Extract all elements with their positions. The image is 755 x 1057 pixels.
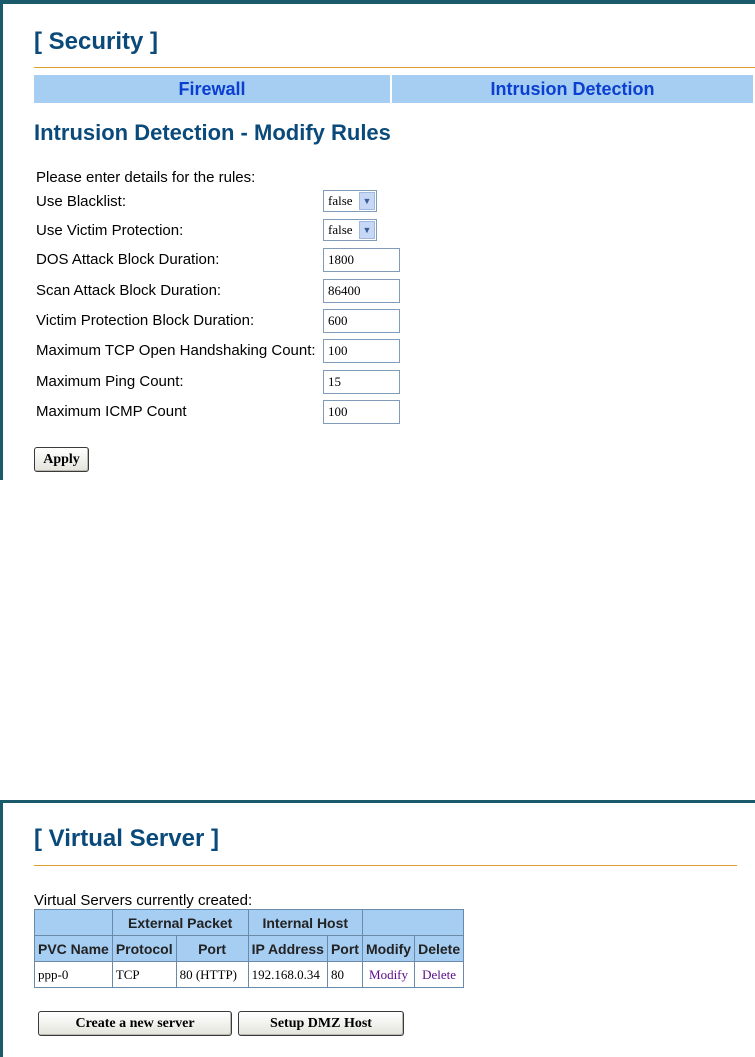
security-tabbar (34, 75, 755, 103)
use-blacklist-select[interactable] (323, 190, 377, 212)
cell-delete (415, 962, 464, 988)
max-tcp-handshaking-input[interactable]: 100 (323, 339, 400, 363)
use-blacklist-value: false (328, 193, 353, 208)
chevron-down-icon[interactable]: ▼ (359, 192, 375, 210)
row-use-blacklist (36, 190, 436, 214)
tab-intrusion-detection[interactable]: Intrusion Detection (392, 75, 753, 103)
table-column-header-row (35, 936, 464, 962)
use-victim-protection-select[interactable] (323, 219, 377, 241)
row-max-tcp-handshaking (36, 339, 436, 363)
intro-text: Please enter details for the rules: (36, 169, 256, 186)
cell-external-port: 80 (HTTP) (176, 962, 248, 988)
scan-block-duration-label: Scan Attack Block Duration: (36, 282, 222, 299)
cell-internal-port: 80 (327, 962, 362, 988)
use-victim-protection-label: Use Victim Protection: (36, 222, 184, 239)
title-divider (34, 67, 755, 68)
frame-left-border (0, 4, 3, 480)
dos-block-duration-label: DOS Attack Block Duration: (36, 251, 220, 268)
cell-ip-address: 192.168.0.34 (248, 962, 327, 988)
security-panel (0, 0, 755, 480)
row-max-icmp-count (36, 400, 436, 424)
scan-block-duration-input[interactable]: 86400 (323, 279, 400, 303)
max-icmp-count-label: Maximum ICMP Count (36, 403, 187, 420)
setup-dmz-host-button[interactable]: Setup DMZ Host (238, 1011, 404, 1036)
virtual-server-title: [ Virtual Server ] (34, 825, 219, 852)
cell-modify (362, 962, 414, 988)
victim-block-duration-label: Victim Protection Block Duration: (36, 312, 255, 329)
table-group-header-row (35, 910, 464, 936)
header-external-packet: External Packet (112, 910, 248, 936)
row-max-ping-count (36, 370, 436, 394)
virtual-server-panel (0, 800, 755, 1057)
max-icmp-count-input[interactable]: 100 (323, 400, 400, 424)
header-empty-right (362, 910, 463, 936)
max-tcp-handshaking-label: Maximum TCP Open Handshaking Count: (36, 342, 316, 359)
create-new-server-button[interactable]: Create a new server (38, 1011, 232, 1036)
max-ping-count-input[interactable]: 15 (323, 370, 400, 394)
virtual-server-table (34, 909, 464, 988)
security-title: [ Security ] (34, 28, 159, 55)
col-modify: Modify (362, 936, 414, 962)
col-delete: Delete (415, 936, 464, 962)
cell-protocol: TCP (112, 962, 176, 988)
page-subtitle: Intrusion Detection - Modify Rules (34, 120, 391, 145)
tab-firewall[interactable]: Firewall (34, 75, 392, 103)
title-divider (34, 865, 737, 866)
frame-left-border (0, 803, 3, 1057)
table-row (35, 962, 464, 988)
dos-block-duration-input[interactable]: 1800 (323, 248, 400, 272)
chevron-down-icon[interactable]: ▼ (359, 221, 375, 239)
row-dos-block-duration (36, 248, 436, 272)
modify-link[interactable]: Modify (369, 966, 409, 982)
header-empty-left (35, 910, 113, 936)
use-victim-protection-value: false (328, 222, 353, 237)
cell-pvc-name: ppp-0 (35, 962, 113, 988)
col-protocol: Protocol (112, 936, 176, 962)
delete-link[interactable]: Delete (422, 966, 457, 982)
use-blacklist-label: Use Blacklist: (36, 193, 127, 210)
victim-block-duration-input[interactable]: 600 (323, 309, 400, 333)
col-ip-address: IP Address (248, 936, 327, 962)
row-use-victim-protection (36, 219, 436, 243)
apply-button[interactable]: Apply (34, 447, 89, 472)
header-internal-host: Internal Host (248, 910, 362, 936)
max-ping-count-label: Maximum Ping Count: (36, 373, 184, 390)
col-external-port: Port (176, 936, 248, 962)
virtual-server-caption: Virtual Servers currently created: (34, 892, 253, 909)
col-pvc-name: PVC Name (35, 936, 113, 962)
row-victim-block-duration (36, 309, 436, 333)
row-scan-block-duration (36, 279, 436, 303)
col-internal-port: Port (327, 936, 362, 962)
